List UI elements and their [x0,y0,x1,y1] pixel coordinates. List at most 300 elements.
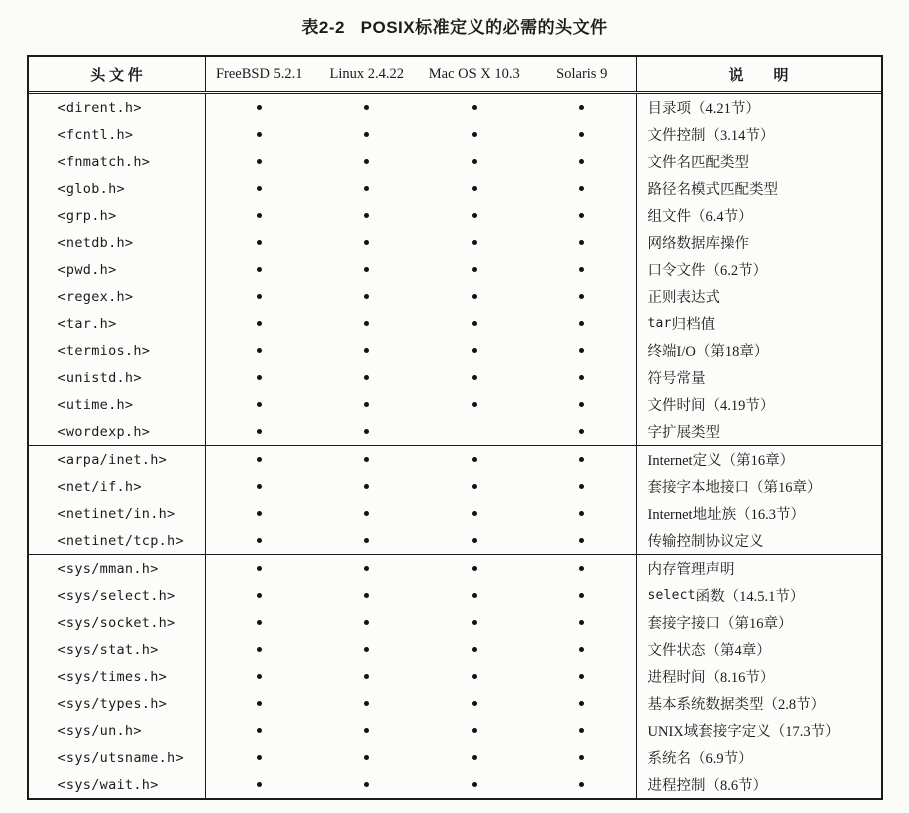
platform-mark-cell [421,555,529,582]
header-file-cell: <fnmatch.h> [29,148,206,175]
support-bullet-icon [472,701,477,706]
platform-mark-cell [313,500,421,527]
support-bullet-icon [579,267,584,272]
description-cell [637,418,881,445]
table-row [29,229,881,256]
platform-mark-cell [206,310,314,337]
support-bullet-icon [257,701,262,706]
platform-mark-cell [421,121,529,148]
support-bullet-icon [472,267,477,272]
table-row [29,636,881,663]
support-bullet-icon [364,755,369,760]
support-bullet-icon [364,402,369,407]
platform-marks [206,310,637,337]
platform-mark-cell [313,121,421,148]
support-bullet-icon [472,348,477,353]
description-text: 符号常量 [647,371,706,387]
header-file-cell: <sys/stat.h> [29,636,206,663]
description-cell [637,609,881,636]
platform-mark-cell [313,94,421,121]
platform-marks [206,418,637,445]
header-file-cell: <arpa/inet.h> [29,446,206,473]
platform-mark-cell [528,771,636,798]
platform-mark-cell [206,636,314,663]
description-cell [637,121,881,148]
support-bullet-icon [257,755,262,760]
table-section [29,94,881,445]
support-bullet-icon [257,402,262,407]
description-text: 进程时间（8.16节） [647,670,775,686]
support-bullet-icon [579,240,584,245]
table-header-row [29,57,881,94]
support-bullet-icon [364,782,369,787]
platform-mark-cell [528,256,636,283]
platform-mark-cell [421,771,529,798]
support-bullet-icon [579,701,584,706]
platform-mark-cell [206,364,314,391]
platform-mark-cell [206,663,314,690]
support-bullet-icon [579,402,584,407]
column-header-description: 说 明 [728,67,789,84]
table-row [29,121,881,148]
platform-marks [206,148,637,175]
support-bullet-icon [257,267,262,272]
column-header-freebsd: FreeBSD 5.2.1 [215,65,303,82]
table-title: 表2-2 POSIX标准定义的必需的头文件 [301,18,608,37]
platform-mark-cell [313,555,421,582]
description-text: 套接字本地接口（第16章） [647,480,822,496]
table-row [29,310,881,337]
support-bullet-icon [257,294,262,299]
column-header-file: 头 文 件 [29,57,206,91]
support-bullet-icon [257,132,262,137]
support-bullet-icon [257,484,262,489]
platform-mark-cell [313,229,421,256]
description-cell [637,229,881,256]
support-bullet-icon [364,429,369,434]
description-text: 系统名（6.9节） [647,751,753,767]
description-cell [637,473,881,500]
platform-mark-cell [206,256,314,283]
platform-mark-cell [313,337,421,364]
table-row [29,364,881,391]
support-bullet-icon [579,429,584,434]
platform-mark-cell [206,148,314,175]
platform-mark-cell [528,121,636,148]
platform-mark-cell [206,175,314,202]
platform-mark-cell [421,500,529,527]
support-bullet-icon [364,105,369,110]
platform-mark-cell [313,636,421,663]
table-row [29,283,881,310]
support-bullet-icon [364,348,369,353]
platform-mark-cell [528,473,636,500]
support-bullet-icon [257,348,262,353]
description-text: 字扩展类型 [647,425,720,441]
description-cell [637,555,881,582]
support-bullet-icon [257,782,262,787]
platform-mark-cell [528,283,636,310]
platform-marks [206,364,637,391]
header-file-cell: <pwd.h> [29,256,206,283]
support-bullet-icon [257,321,262,326]
platform-marks [206,690,637,717]
posix-headers-table [27,55,883,800]
platform-mark-cell [313,609,421,636]
platform-mark-cell [528,555,636,582]
header-file-cell: <unistd.h> [29,364,206,391]
description-cell [637,364,881,391]
description-cell [637,310,881,337]
support-bullet-icon [472,321,477,326]
support-bullet-icon [257,566,262,571]
platform-mark-cell [528,337,636,364]
support-bullet-icon [364,240,369,245]
platform-mark-cell [528,391,636,418]
header-file-cell: <sys/wait.h> [29,771,206,798]
support-bullet-icon [364,484,369,489]
support-bullet-icon [257,105,262,110]
support-bullet-icon [579,782,584,787]
support-bullet-icon [472,674,477,679]
platform-mark-cell [206,121,314,148]
support-bullet-icon [579,647,584,652]
platform-mark-cell [421,364,529,391]
support-bullet-icon [472,240,477,245]
support-bullet-icon [257,647,262,652]
support-bullet-icon [579,674,584,679]
platform-mark-cell [313,771,421,798]
description-text: 文件时间（4.19节） [647,398,775,414]
description-text: 传输控制协议定义 [647,534,764,550]
table-row [29,609,881,636]
platform-mark-cell [206,555,314,582]
description-cell [637,690,881,717]
platform-mark-cell [206,744,314,771]
description-text: 正则表达式 [647,290,720,306]
support-bullet-icon [472,538,477,543]
platform-mark-cell [206,391,314,418]
platform-mark-cell [313,527,421,554]
table-row [29,717,881,744]
table-row [29,202,881,229]
platform-mark-cell [528,582,636,609]
support-bullet-icon [472,566,477,571]
table-row [29,94,881,121]
description-cell [637,663,881,690]
header-file-cell: <termios.h> [29,337,206,364]
platform-mark-cell [206,609,314,636]
description-text: 目录项（4.21节） [647,101,760,117]
support-bullet-icon [579,620,584,625]
platform-mark-cell [206,527,314,554]
description-cell [637,744,881,771]
description-text: 网络数据库操作 [647,236,749,252]
platform-mark-cell [206,418,314,445]
platform-mark-cell [528,690,636,717]
description-text: 口令文件（6.2节） [647,263,768,279]
platform-mark-cell [421,148,529,175]
platform-mark-cell [313,744,421,771]
table-row [29,663,881,690]
table-row [29,555,881,582]
support-bullet-icon [364,511,369,516]
support-bullet-icon [472,511,477,516]
support-bullet-icon [364,728,369,733]
support-bullet-icon [257,593,262,598]
platform-mark-cell [528,717,636,744]
platform-marks [206,175,637,202]
support-bullet-icon [472,647,477,652]
platform-mark-cell [313,717,421,744]
platform-marks [206,283,637,310]
support-bullet-icon [579,186,584,191]
description-text: 文件状态（第4章） [647,643,771,659]
header-file-cell: <net/if.h> [29,473,206,500]
support-bullet-icon [579,538,584,543]
table-row [29,690,881,717]
platform-mark-cell [206,771,314,798]
description-text: 终端I/O（第18章） [647,344,769,360]
support-bullet-icon [472,593,477,598]
platform-mark-cell [421,229,529,256]
header-file-cell: <wordexp.h> [29,418,206,445]
description-text: 文件控制（3.14节） [647,128,775,144]
description-text: 组文件（6.4节） [647,209,753,225]
support-bullet-icon [257,620,262,625]
platform-mark-cell [206,337,314,364]
platform-mark-cell [313,202,421,229]
table-row [29,418,881,445]
description-text: Internet定义（第16章） [647,453,795,469]
table-row [29,771,881,798]
platform-marks [206,555,637,582]
platform-mark-cell [528,229,636,256]
support-bullet-icon [257,538,262,543]
support-bullet-icon [364,566,369,571]
platform-mark-cell [528,364,636,391]
header-file-cell: <utime.h> [29,391,206,418]
support-bullet-icon [472,105,477,110]
description-cell [637,527,881,554]
support-bullet-icon [257,159,262,164]
platform-marks [206,582,637,609]
description-cell [637,771,881,798]
platform-mark-cell [528,527,636,554]
support-bullet-icon [472,294,477,299]
support-bullet-icon [579,511,584,516]
platform-marks [206,121,637,148]
support-bullet-icon [364,647,369,652]
platform-mark-cell [421,636,529,663]
platform-mark-cell [313,446,421,473]
support-bullet-icon [579,105,584,110]
description-text: 进程控制（8.6节） [647,778,768,794]
platform-mark-cell [528,175,636,202]
platform-marks [206,337,637,364]
description-cell [637,337,881,364]
description-text: UNIX域套接字定义（17.3节） [647,724,840,740]
platform-mark-cell [313,391,421,418]
header-file-cell: <sys/utsname.h> [29,744,206,771]
support-bullet-icon [364,674,369,679]
header-file-cell: <sys/types.h> [29,690,206,717]
support-bullet-icon [579,457,584,462]
platform-mark-cell [313,418,421,445]
platform-mark-cell [313,283,421,310]
table-row [29,473,881,500]
support-bullet-icon [364,213,369,218]
support-bullet-icon [472,375,477,380]
support-bullet-icon [472,755,477,760]
support-bullet-icon [257,511,262,516]
platform-mark-cell [313,690,421,717]
platform-mark-cell [421,94,529,121]
description-cell [637,94,881,121]
support-bullet-icon [364,538,369,543]
support-bullet-icon [257,375,262,380]
support-bullet-icon [472,728,477,733]
support-bullet-icon [364,457,369,462]
description-text: 函数（14.5.1节） [695,589,805,605]
support-bullet-icon [579,484,584,489]
platform-mark-cell [206,94,314,121]
header-file-cell: <grp.h> [29,202,206,229]
support-bullet-icon [257,186,262,191]
description-cell [637,202,881,229]
description-cell [637,391,881,418]
platform-mark-cell [528,663,636,690]
table-row [29,256,881,283]
platform-mark-cell [421,446,529,473]
platform-mark-cell [528,609,636,636]
support-bullet-icon [472,213,477,218]
support-bullet-icon [579,348,584,353]
platform-marks [206,500,637,527]
support-bullet-icon [364,267,369,272]
platform-marks [206,473,637,500]
description-text: 套接字接口（第16章） [647,616,793,632]
platform-marks [206,527,637,554]
description-cell [637,500,881,527]
platform-marks [206,609,637,636]
description-cell [637,636,881,663]
header-file-cell: <netdb.h> [29,229,206,256]
platform-mark-cell [421,527,529,554]
column-header-macosx: Mac OS X 10.3 [428,65,520,82]
support-bullet-icon [579,593,584,598]
support-bullet-icon [579,159,584,164]
platform-mark-cell [528,446,636,473]
platform-mark-cell [313,175,421,202]
support-bullet-icon [579,213,584,218]
platform-mark-cell [421,310,529,337]
platform-marks [206,202,637,229]
support-bullet-icon [579,321,584,326]
support-bullet-icon [472,402,477,407]
table-section [29,554,881,798]
support-bullet-icon [579,566,584,571]
platform-header-group [206,57,637,91]
support-bullet-icon [364,294,369,299]
platform-marks [206,391,637,418]
description-cell [637,175,881,202]
platform-mark-cell [421,473,529,500]
platform-marks [206,663,637,690]
platform-mark-cell [421,202,529,229]
platform-mark-cell [528,418,636,445]
platform-mark-cell [421,663,529,690]
platform-mark-cell [206,283,314,310]
header-file-cell: <fcntl.h> [29,121,206,148]
support-bullet-icon [579,375,584,380]
description-text: 基本系统数据类型（2.8节） [647,697,826,713]
header-file-cell: <tar.h> [29,310,206,337]
description-cell [637,283,881,310]
description-text: 文件名匹配类型 [647,155,749,171]
description-text: 归档值 [671,317,716,333]
header-file-cell: <sys/un.h> [29,717,206,744]
description-text: Internet地址族（16.3节） [647,507,805,523]
header-file-cell: <netinet/in.h> [29,500,206,527]
platform-mark-cell [313,310,421,337]
header-file-cell: <regex.h> [29,283,206,310]
table-row [29,527,881,554]
platform-mark-cell [421,690,529,717]
platform-mark-cell [313,473,421,500]
table-section [29,445,881,554]
description-code-text: select [647,588,696,603]
support-bullet-icon [364,701,369,706]
platform-mark-cell [421,582,529,609]
support-bullet-icon [364,321,369,326]
platform-mark-cell [528,500,636,527]
support-bullet-icon [472,159,477,164]
platform-mark-cell [206,717,314,744]
header-file-cell: <sys/socket.h> [29,609,206,636]
platform-mark-cell [313,148,421,175]
support-bullet-icon [257,429,262,434]
header-file-cell: <glob.h> [29,175,206,202]
platform-mark-cell [421,744,529,771]
header-file-cell: <sys/select.h> [29,582,206,609]
platform-mark-cell [528,148,636,175]
platform-mark-cell [421,175,529,202]
support-bullet-icon [472,186,477,191]
table-row [29,337,881,364]
platform-mark-cell [206,473,314,500]
support-bullet-icon [364,186,369,191]
support-bullet-icon [257,728,262,733]
support-bullet-icon [364,593,369,598]
support-bullet-icon [579,132,584,137]
platform-mark-cell [421,391,529,418]
support-bullet-icon [257,457,262,462]
description-cell [637,582,881,609]
support-bullet-icon [472,620,477,625]
table-row [29,582,881,609]
platform-mark-cell [528,310,636,337]
platform-mark-cell [528,202,636,229]
platform-mark-cell [528,744,636,771]
table-row [29,744,881,771]
table-body [29,94,881,798]
header-file-cell: <sys/times.h> [29,663,206,690]
platform-mark-cell [528,94,636,121]
platform-marks [206,229,637,256]
platform-mark-cell [528,636,636,663]
description-text: 内存管理声明 [647,562,735,578]
